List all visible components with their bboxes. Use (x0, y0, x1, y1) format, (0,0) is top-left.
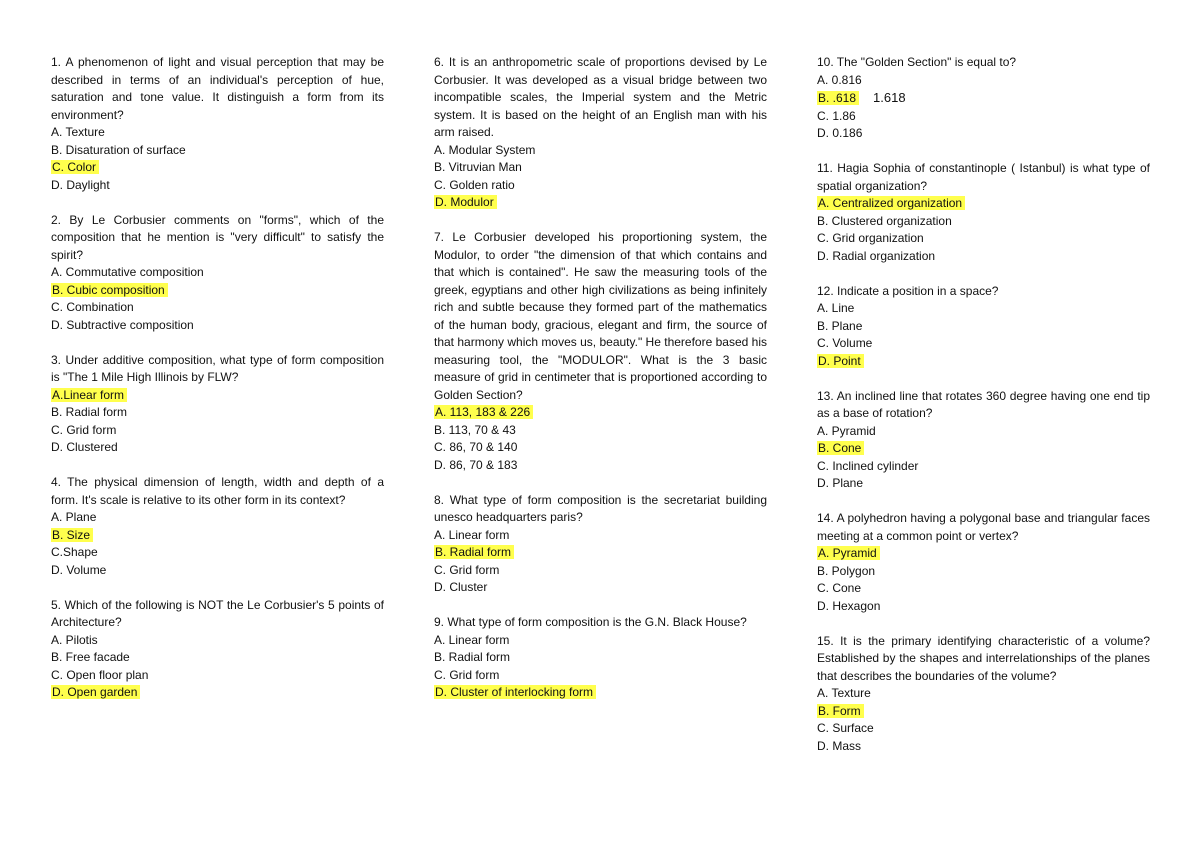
answer-option-correct (817, 353, 1150, 371)
option-text: B. Cubic composition (51, 283, 168, 297)
option-text: B. Vitruvian Man (434, 160, 522, 174)
option-text: A. Linear form (434, 527, 510, 542)
answer-option (434, 562, 767, 580)
option-text: A. Texture (51, 125, 105, 139)
option-text: C. Volume (817, 336, 873, 350)
answer-option-correct (51, 684, 384, 702)
question-block (434, 54, 767, 212)
option-text: D. Cluster of interlocking form (434, 685, 596, 699)
answer-option (817, 300, 1150, 318)
answer-option (817, 125, 1150, 143)
answer-option (51, 177, 384, 195)
answer-option (434, 667, 767, 685)
answer-option (51, 264, 384, 282)
option-text: D. Hexagon (817, 598, 881, 613)
option-text: A. Texture (817, 686, 871, 700)
answer-option (51, 544, 384, 562)
answer-option (434, 439, 767, 457)
option-text: D. Clustered (51, 440, 118, 454)
answer-option (51, 649, 384, 667)
answer-option (434, 142, 767, 160)
option-text: C. Combination (51, 300, 134, 314)
question-stem: 14. A polyhedron having a polygonal base and triangular faces meeting at a common point or vertex? (817, 511, 1150, 543)
option-text: A. 113, 183 & 226 (434, 405, 533, 419)
option-text: A. Pyramid (817, 423, 876, 438)
question-block (434, 614, 767, 702)
option-text: D. Subtractive composition (51, 317, 194, 332)
answer-option (434, 177, 767, 195)
answer-option (817, 720, 1150, 738)
option-text: B. Free facade (51, 650, 130, 664)
option-text: C. Grid form (434, 562, 500, 577)
question-block (817, 54, 1150, 143)
question-stem: 12. Indicate a position in a space? (817, 283, 999, 298)
answer-option (817, 335, 1150, 353)
option-text: A. 0.816 (817, 72, 862, 87)
option-text: B. Clustered organization (817, 213, 952, 228)
option-text: B. Plane (817, 318, 863, 333)
option-text: D. Modulor (434, 195, 497, 209)
answer-option-correct (817, 545, 1150, 563)
option-text: C.Shape (51, 545, 98, 559)
answer-option (434, 632, 767, 650)
question-stem: 6. It is an anthropometric scale of proportions devised by Le Corbusier. It was developed as a visual bridge between two incompatible scales, the Imperial system and the Metric system. It is based on the height of an English man with his arm raised. (434, 55, 767, 139)
answer-option (817, 738, 1150, 756)
option-text: B. 113, 70 & 43 (434, 422, 516, 437)
question-block (434, 229, 767, 474)
answer-option (51, 439, 384, 457)
question-stem: 8. What type of form composition is the secretariat building unesco headquarters paris? (434, 492, 767, 524)
option-text: A. Linear form (434, 632, 510, 647)
answer-option-correct (51, 282, 384, 300)
answer-option (434, 159, 767, 177)
answer-option-correct (434, 404, 767, 422)
answer-option (817, 598, 1150, 616)
option-text: D. Cluster (434, 580, 488, 594)
option-text: C. Open floor plan (51, 667, 149, 682)
answer-option (51, 632, 384, 650)
answer-option-correct (434, 684, 767, 702)
question-block (817, 283, 1150, 371)
option-text: B. .618 (817, 91, 859, 105)
question-stem: 2. By Le Corbusier comments on "forms", which of the composition that he mention is "very difficult" to satisfy the spirit? (51, 212, 384, 262)
question-block (817, 388, 1150, 493)
answer-option (817, 563, 1150, 581)
option-text: D. Mass (817, 738, 862, 753)
option-text: D. Radial organization (817, 248, 936, 263)
question-stem: 5. Which of the following is NOT the Le Corbusier's 5 points of Architecture? (51, 597, 384, 629)
option-text: B. Disaturation of surface (51, 142, 186, 157)
answer-option (51, 422, 384, 440)
answer-option (51, 404, 384, 422)
option-text: C. Inclined cylinder (817, 458, 919, 473)
question-block (817, 633, 1150, 756)
option-text: A. Pyramid (817, 546, 880, 560)
answer-option (817, 580, 1150, 598)
answer-option (817, 230, 1150, 248)
answer-option-correct (434, 194, 767, 212)
answer-option (817, 248, 1150, 266)
question-stem: 11. Hagia Sophia of constantinople ( Istanbul) is what type of spatial organization? (817, 161, 1150, 193)
answer-option-correct (817, 440, 1150, 458)
question-block (51, 352, 384, 457)
question-stem: 1. A phenomenon of light and visual perception that may be described in terms of an individual's perception of hue, saturation and tone value. It distinguish a form from its environment? (51, 55, 384, 122)
option-text: B. Cone (817, 441, 864, 455)
question-block (817, 160, 1150, 265)
answer-option (817, 108, 1150, 126)
answer-option (817, 72, 1150, 90)
question-block (434, 492, 767, 597)
answer-option-correct (434, 544, 767, 562)
answer-option (434, 527, 767, 545)
question-stem: 13. An inclined line that rotates 360 degree having one end tip as a base of rotation? (817, 388, 1150, 420)
option-text: C. 1.86 (817, 108, 856, 123)
answer-option (817, 685, 1150, 703)
question-block (51, 597, 384, 702)
answer-option (51, 317, 384, 335)
answer-option-correct (817, 195, 1150, 213)
answer-option-correct (817, 703, 1150, 721)
option-text: B. Radial form (434, 545, 514, 559)
answer-option-correct (51, 527, 384, 545)
answer-option (434, 422, 767, 440)
question-stem: 4. The physical dimension of length, width and depth of a form. It's scale is relative to its other form in its context? (51, 475, 384, 507)
option-text: C. Surface (817, 721, 874, 735)
answer-option (51, 509, 384, 527)
question-block (51, 474, 384, 579)
question-block (51, 54, 384, 194)
option-text: C. Color (51, 160, 99, 174)
answer-option (51, 299, 384, 317)
option-text: D. Plane (817, 476, 864, 490)
answer-option (51, 142, 384, 160)
answer-option (817, 213, 1150, 231)
option-text: B. Radial form (51, 405, 128, 419)
option-text: C. Golden ratio (434, 177, 515, 192)
option-text: B. Polygon (817, 563, 876, 578)
column-3 (817, 54, 1150, 773)
answer-option (51, 124, 384, 142)
answer-option-correct (817, 89, 1150, 108)
answer-option (434, 579, 767, 597)
question-stem: 15. It is the primary identifying characteristic of a volume? Established by the shapes and interrelationships of the planes that describes the boundaries of the volume? (817, 633, 1150, 683)
option-text: B. Radial form (434, 650, 511, 664)
answer-option (434, 457, 767, 475)
option-text: C. Grid form (434, 667, 500, 682)
handwritten-note: 1.618 (873, 90, 906, 105)
answer-option-correct (51, 159, 384, 177)
question-block (817, 510, 1150, 615)
option-text: C. 86, 70 & 140 (434, 440, 518, 454)
option-text: A. Plane (51, 510, 97, 524)
option-text: C. Grid organization (817, 231, 924, 245)
question-stem: 7. Le Corbusier developed his proportioning system, the Modulor, to order "the dimension of that which contains and that which is contained". He saw the measuring tools of the greek, egyptians and other high civilizations as being infinitely rich and subtle because they formed part of the mathematics of the human body, gracious, elegant and firm, the source of that harmony which moves us, beauty." He therefore based his measuring tool, the "MODULOR". What is the 3 basic measure of grid in centimeter that is proportioned according to Golden Section? (434, 230, 767, 402)
answer-option (817, 318, 1150, 336)
option-text: B. Size (51, 528, 93, 542)
question-stem: 10. The "Golden Section" is equal to? (817, 55, 1017, 69)
question-stem: 3. Under additive composition, what type of form composition is "The 1 Mile High Illinois by FLW? (51, 352, 384, 384)
answer-option (817, 423, 1150, 441)
option-text: A. Pilotis (51, 632, 98, 647)
option-text: A.Linear form (51, 388, 127, 402)
option-text: D. Point (817, 354, 864, 368)
option-text: A. Modular System (434, 142, 536, 157)
option-text: B. Form (817, 704, 864, 718)
option-text: A. Centralized organization (817, 196, 965, 210)
answer-option (817, 458, 1150, 476)
option-text: D. Volume (51, 562, 107, 577)
answer-option (434, 649, 767, 667)
answer-option (51, 562, 384, 580)
column-2 (434, 54, 767, 719)
option-text: D. 86, 70 & 183 (434, 457, 518, 472)
answer-option (51, 667, 384, 685)
option-text: D. Open garden (51, 685, 140, 699)
question-block (51, 212, 384, 335)
option-text: C. Cone (817, 581, 862, 595)
question-stem: 9. What type of form composition is the G.N. Black House? (434, 615, 747, 629)
option-text: D. Daylight (51, 177, 110, 192)
answer-option (817, 475, 1150, 493)
column-1 (51, 54, 384, 719)
option-text: A. Line (817, 301, 855, 315)
option-text: D. 0.186 (817, 126, 863, 140)
answer-option-correct (51, 387, 384, 405)
option-text: C. Grid form (51, 422, 117, 437)
option-text: A. Commutative composition (51, 265, 204, 279)
